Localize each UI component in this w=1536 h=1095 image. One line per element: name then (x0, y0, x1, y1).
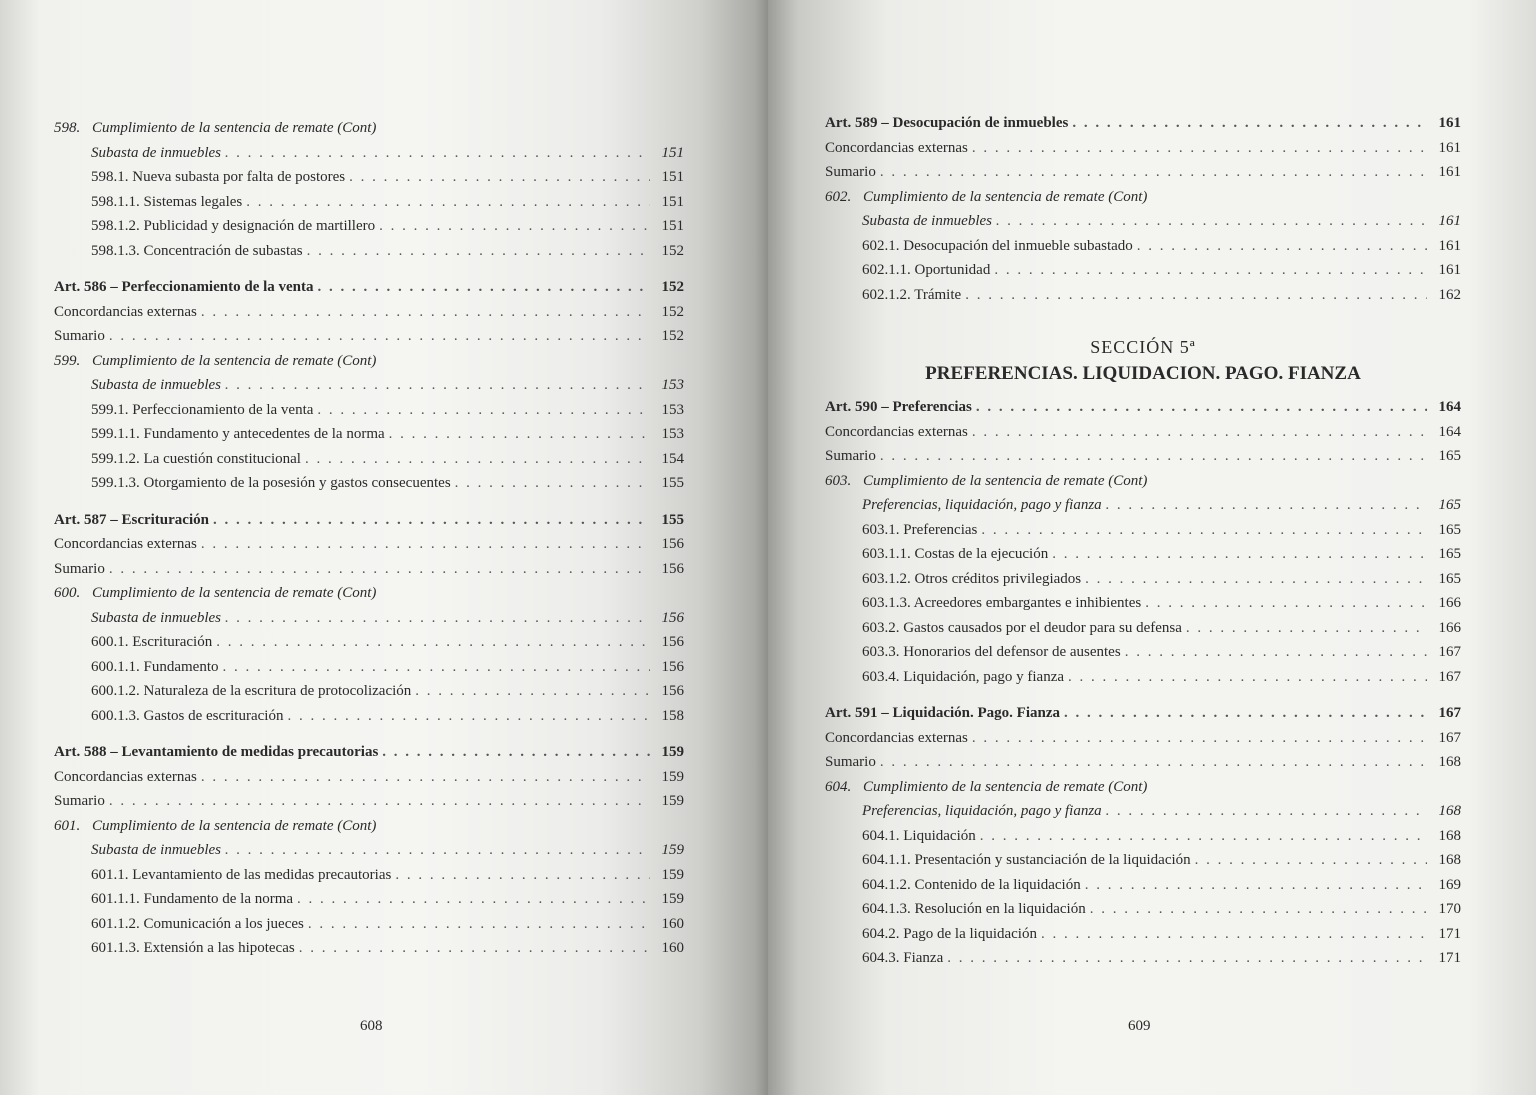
entry-number: 600. (54, 585, 81, 601)
toc-entry (825, 140, 1461, 165)
dot-leader (395, 867, 650, 884)
page-ref: 164 (1438, 399, 1461, 415)
toc-entry (54, 402, 684, 427)
page-number: 608 (360, 1018, 383, 1034)
entry-title: 599.1.2. La cuestión constitucional (91, 450, 301, 467)
dot-leader (109, 793, 650, 810)
dot-leader (389, 426, 650, 443)
page-ref: 165 (1438, 448, 1461, 464)
toc-article-heading (825, 115, 1461, 140)
page-ref: 156 (661, 560, 684, 577)
page-ref: 170 (1438, 901, 1461, 917)
entry-title: Cumplimiento de la sentencia de remate (Cont) (92, 120, 377, 136)
page-ref: 151 (661, 169, 684, 185)
page-ref: 165 (1438, 546, 1461, 562)
toc-article-heading (825, 399, 1461, 424)
entry-title: Subasta de inmuebles (91, 842, 221, 858)
toc-entry (54, 377, 684, 402)
entry-title: Subasta de inmuebles (91, 377, 221, 393)
dot-leader (382, 744, 650, 761)
dot-leader (972, 140, 1427, 157)
toc-entry (825, 926, 1461, 951)
page-ref: 169 (1438, 876, 1461, 893)
dot-leader (947, 950, 1427, 967)
entry-title: 603.3. Honorarios del defensor de ausentes (862, 644, 1121, 660)
entry-title: Subasta de inmuebles (862, 213, 992, 229)
toc-entry (825, 803, 1461, 828)
entry-title: 600.1.2. Naturaleza de la escritura de protocolización (91, 683, 412, 699)
entry-number: 603. (825, 472, 852, 489)
page-ref: 155 (661, 511, 684, 528)
dot-leader (297, 891, 650, 908)
toc-entry (54, 451, 684, 476)
table-of-contents (54, 120, 684, 965)
entry-title: 604.3. Fianza (862, 950, 944, 966)
dot-leader (213, 512, 650, 529)
entry-title: Art. 587 – Escrituración (54, 511, 209, 528)
entry-title: Subasta de inmuebles (91, 144, 221, 161)
entry-title: Concordancias externas (54, 768, 197, 785)
toc-entry (825, 473, 1461, 498)
right-page (768, 0, 1536, 1095)
entry-title: Art. 590 – Preferencias (825, 399, 972, 415)
page-ref: 160 (661, 915, 684, 932)
dot-leader (880, 754, 1427, 771)
toc-entry (54, 169, 684, 194)
toc-article-heading (54, 279, 684, 304)
entry-title: Preferencias, liquidación, pago y fianza (862, 497, 1102, 513)
dot-leader (223, 659, 651, 676)
entry-title: 601.1. Levantamiento de las medidas precautorias (91, 866, 392, 883)
page-ref: 154 (661, 450, 684, 467)
dot-leader (299, 940, 650, 957)
toc-entry (54, 683, 684, 708)
entry-number: 598. (54, 120, 81, 136)
entry-title: 604.1. Liquidación (862, 827, 976, 844)
toc-entry (825, 950, 1461, 975)
entry-title: Subasta de inmuebles (91, 609, 221, 626)
dot-leader (225, 610, 650, 627)
entry-title: 598.1.3. Concentración de subastas (91, 242, 303, 259)
page-ref: 152 (661, 303, 684, 320)
toc-entry (54, 561, 684, 586)
dot-leader (455, 475, 650, 492)
toc-entry (54, 940, 684, 965)
entry-title: Sumario (825, 164, 876, 180)
entry-title: 603.1.1. Costas de la ejecución (862, 546, 1049, 562)
entry-title: 598.1.1. Sistemas legales (91, 193, 243, 210)
page-ref: 152 (661, 279, 684, 295)
toc-entry (825, 754, 1461, 779)
page-ref: 168 (1438, 803, 1461, 819)
entry-title: 603.1.3. Acreedores embargantes e inhibientes (862, 595, 1142, 611)
toc-entry (54, 475, 684, 500)
dot-leader (980, 828, 1427, 845)
section-label: SECCIÓN 5ª (1090, 337, 1196, 357)
entry-title: 598.1.2. Publicidad y designación de martillero (91, 218, 376, 234)
toc-entry (825, 779, 1461, 804)
dot-leader (109, 561, 650, 578)
toc-entry (825, 522, 1461, 547)
entry-number: 602. (825, 188, 852, 205)
dot-leader (318, 279, 650, 296)
entry-title: Preferencias, liquidación, pago y fianza (862, 803, 1102, 819)
page-ref: 159 (661, 842, 684, 858)
dot-leader (201, 536, 650, 553)
entry-title: 604.1.1. Presentación y sustanciación de la liquidación (862, 852, 1191, 868)
entry-title: Art. 589 – Desocupación de inmuebles (825, 115, 1069, 131)
entry-title: 602.1.1. Oportunidad (862, 262, 991, 278)
toc-entry (54, 793, 684, 818)
toc-entry (825, 877, 1461, 902)
dot-leader (201, 304, 650, 321)
toc-entry (54, 426, 684, 451)
toc-entry (54, 818, 684, 843)
dot-leader (216, 634, 650, 651)
page-ref: 168 (1438, 852, 1461, 868)
dot-leader (1072, 115, 1427, 132)
toc-entry (825, 730, 1461, 755)
toc-entry (54, 610, 684, 635)
dot-leader (201, 769, 650, 786)
toc-entry (54, 867, 684, 892)
section-title: PREFERENCIAS. LIQUIDACION. PAGO. FIANZA (925, 363, 1361, 384)
toc-entry (54, 353, 684, 378)
toc-entry (54, 194, 684, 219)
entry-title: Sumario (54, 328, 105, 344)
toc-entry (825, 595, 1461, 620)
toc-entry (825, 448, 1461, 473)
entry-number: 601. (54, 817, 81, 834)
dot-leader (1068, 669, 1427, 686)
page-ref: 167 (1438, 729, 1461, 746)
entry-title: 599.1. Perfeccionamiento de la venta (91, 401, 314, 418)
toc-entry (825, 164, 1461, 189)
entry-title: 603.4. Liquidación, pago y fianza (862, 668, 1065, 685)
dot-leader (972, 424, 1427, 441)
entry-title: Art. 588 – Levantamiento de medidas precautorias (54, 744, 379, 760)
page-ref: 161 (1438, 213, 1461, 229)
entry-title: 602.1. Desocupación del inmueble subastado (862, 237, 1133, 254)
dot-leader (415, 683, 650, 700)
page-ref: 156 (661, 609, 684, 626)
toc-entry (54, 145, 684, 170)
page-ref: 151 (661, 193, 684, 210)
toc-article-heading (54, 512, 684, 537)
dot-leader (1145, 595, 1427, 612)
entry-title: Cumplimiento de la sentencia de remate (Cont) (92, 817, 377, 834)
entry-title: Art. 591 – Liquidación. Pago. Fianza (825, 705, 1061, 721)
dot-leader (1106, 803, 1427, 820)
dot-leader (225, 842, 650, 859)
dot-leader (349, 169, 650, 186)
page-ref: 156 (661, 536, 684, 552)
page-ref: 165 (1438, 570, 1461, 587)
toc-entry (54, 304, 684, 329)
entry-title: Sumario (54, 793, 105, 809)
page-ref: 165 (1438, 521, 1461, 538)
page-ref: 160 (661, 940, 684, 956)
dot-leader (1090, 901, 1427, 918)
entry-title: Concordancias externas (54, 536, 197, 552)
page-ref: 153 (661, 377, 684, 393)
dot-leader (880, 164, 1427, 181)
toc-entry (825, 262, 1461, 287)
entry-title: 604.2. Pago de la liquidación (862, 925, 1037, 942)
page-ref: 167 (1438, 705, 1461, 721)
dot-leader (246, 194, 650, 211)
toc-entry (825, 669, 1461, 694)
entry-title: Cumplimiento de la sentencia de remate (Cont) (92, 585, 377, 601)
entry-title: 604.1.3. Resolución en la liquidación (862, 901, 1086, 917)
toc-entry (54, 585, 684, 610)
dot-leader (287, 708, 650, 725)
page-ref: 161 (1438, 115, 1461, 131)
entry-number: 599. (54, 352, 81, 369)
page-ref: 161 (1438, 237, 1461, 254)
entry-title: Cumplimiento de la sentencia de remate (Cont) (863, 778, 1148, 795)
toc-entry (825, 238, 1461, 263)
dot-leader (1041, 926, 1427, 943)
toc-entry (54, 328, 684, 353)
entry-title: Art. 586 – Perfeccionamiento de la venta (54, 279, 314, 295)
toc-entry (54, 769, 684, 794)
entry-title: 601.1.3. Extensión a las hipotecas (91, 940, 295, 956)
dot-leader (1195, 852, 1427, 869)
page-ref: 166 (1438, 619, 1461, 636)
entry-title: Cumplimiento de la sentencia de remate (Cont) (92, 352, 377, 369)
page-ref: 161 (1438, 139, 1461, 156)
dot-leader (307, 243, 650, 260)
toc-entry (54, 120, 684, 145)
dot-leader (1052, 546, 1427, 563)
page-ref: 171 (1438, 950, 1461, 966)
toc-article-heading (825, 705, 1461, 730)
toc-entry (54, 916, 684, 941)
dot-leader (965, 287, 1427, 304)
toc-article-heading (54, 744, 684, 769)
toc-entry (54, 708, 684, 733)
page-ref: 168 (1438, 827, 1461, 844)
dot-leader (1106, 497, 1427, 514)
entry-title: 603.2. Gastos causados por el deudor para su defensa (862, 619, 1182, 636)
toc-entry (825, 852, 1461, 877)
dot-leader (317, 402, 650, 419)
dot-leader (308, 916, 650, 933)
page-ref: 156 (661, 683, 684, 699)
entry-title: 598.1. Nueva subasta por falta de postores (91, 169, 346, 185)
page-ref: 161 (1438, 262, 1461, 278)
dot-leader (981, 522, 1427, 539)
dot-leader (994, 262, 1427, 279)
page-ref: 165 (1438, 497, 1461, 513)
toc-entry (54, 659, 684, 684)
page-number: 609 (1128, 1018, 1151, 1034)
entry-title: Sumario (54, 560, 105, 577)
dot-leader (976, 399, 1427, 416)
section-heading (825, 337, 1461, 393)
dot-leader (1125, 644, 1427, 661)
entry-title: 603.1.2. Otros créditos privilegiados (862, 570, 1082, 587)
page-ref: 152 (661, 328, 684, 344)
page-ref: 159 (661, 768, 684, 785)
dot-leader (305, 451, 650, 468)
page-ref: 156 (661, 634, 684, 650)
entry-title: 600.1. Escrituración (91, 634, 213, 650)
toc-entry (54, 218, 684, 243)
toc-entry (825, 189, 1461, 214)
page-ref: 167 (1438, 644, 1461, 660)
entry-title: 601.1.1. Fundamento de la norma (91, 891, 294, 907)
toc-entry (825, 497, 1461, 522)
toc-entry (825, 620, 1461, 645)
dot-leader (379, 218, 650, 235)
entry-title: Sumario (825, 448, 876, 464)
toc-entry (825, 571, 1461, 596)
page-ref: 159 (661, 744, 684, 760)
page-ref: 153 (661, 401, 684, 418)
entry-title: Sumario (825, 754, 876, 770)
dot-leader (972, 730, 1427, 747)
entry-title: 599.1.3. Otorgamiento de la posesión y gastos consecuentes (91, 475, 451, 491)
page-ref: 168 (1438, 754, 1461, 770)
page-ref: 167 (1438, 668, 1461, 685)
dot-leader (1137, 238, 1427, 255)
toc-entry (54, 634, 684, 659)
toc-entry (825, 424, 1461, 449)
dot-leader (225, 377, 650, 394)
entry-title: 603.1. Preferencias (862, 521, 978, 538)
page-ref: 161 (1438, 164, 1461, 180)
entry-title: Concordancias externas (825, 139, 968, 156)
page-ref: 153 (661, 426, 684, 442)
dot-leader (996, 213, 1427, 230)
page-ref: 159 (661, 793, 684, 809)
dot-leader (880, 448, 1427, 465)
dot-leader (1064, 705, 1427, 722)
toc-entry (825, 213, 1461, 238)
entry-title: 600.1.3. Gastos de escrituración (91, 707, 284, 724)
entry-title: 600.1.1. Fundamento (91, 658, 219, 675)
page-ref: 164 (1438, 423, 1461, 440)
page-ref: 166 (1438, 595, 1461, 611)
entry-title: Concordancias externas (825, 423, 968, 440)
entry-title: 601.1.2. Comunicación a los jueces (91, 915, 304, 932)
page-ref: 156 (661, 658, 684, 675)
page-ref: 155 (661, 475, 684, 491)
entry-title: Cumplimiento de la sentencia de remate (Cont) (863, 472, 1148, 489)
page-ref: 151 (661, 218, 684, 234)
dot-leader (1085, 571, 1427, 588)
page-ref: 159 (661, 866, 684, 883)
toc-entry (825, 287, 1461, 312)
page-ref: 151 (661, 144, 684, 161)
toc-entry (54, 842, 684, 867)
entry-title: 604.1.2. Contenido de la liquidación (862, 876, 1081, 893)
toc-entry (825, 546, 1461, 571)
dot-leader (1186, 620, 1427, 637)
entry-title: 599.1.1. Fundamento y antecedentes de la norma (91, 426, 385, 442)
dot-leader (1085, 877, 1427, 894)
entry-number: 604. (825, 778, 852, 795)
page-ref: 158 (661, 707, 684, 724)
page-ref: 159 (661, 891, 684, 907)
entry-title: Cumplimiento de la sentencia de remate (Cont) (863, 188, 1148, 205)
dot-leader (225, 145, 650, 162)
page-ref: 171 (1438, 925, 1461, 942)
page-ref: 162 (1438, 286, 1461, 303)
toc-entry (825, 644, 1461, 669)
toc-entry (825, 828, 1461, 853)
toc-entry (825, 901, 1461, 926)
toc-entry (54, 891, 684, 916)
entry-title: 602.1.2. Trámite (862, 286, 962, 303)
dot-leader (109, 328, 650, 345)
toc-entry (54, 243, 684, 268)
page-ref: 152 (661, 242, 684, 259)
table-of-contents (825, 115, 1461, 975)
entry-title: Concordancias externas (54, 303, 197, 320)
toc-entry (54, 536, 684, 561)
entry-title: Concordancias externas (825, 729, 968, 746)
